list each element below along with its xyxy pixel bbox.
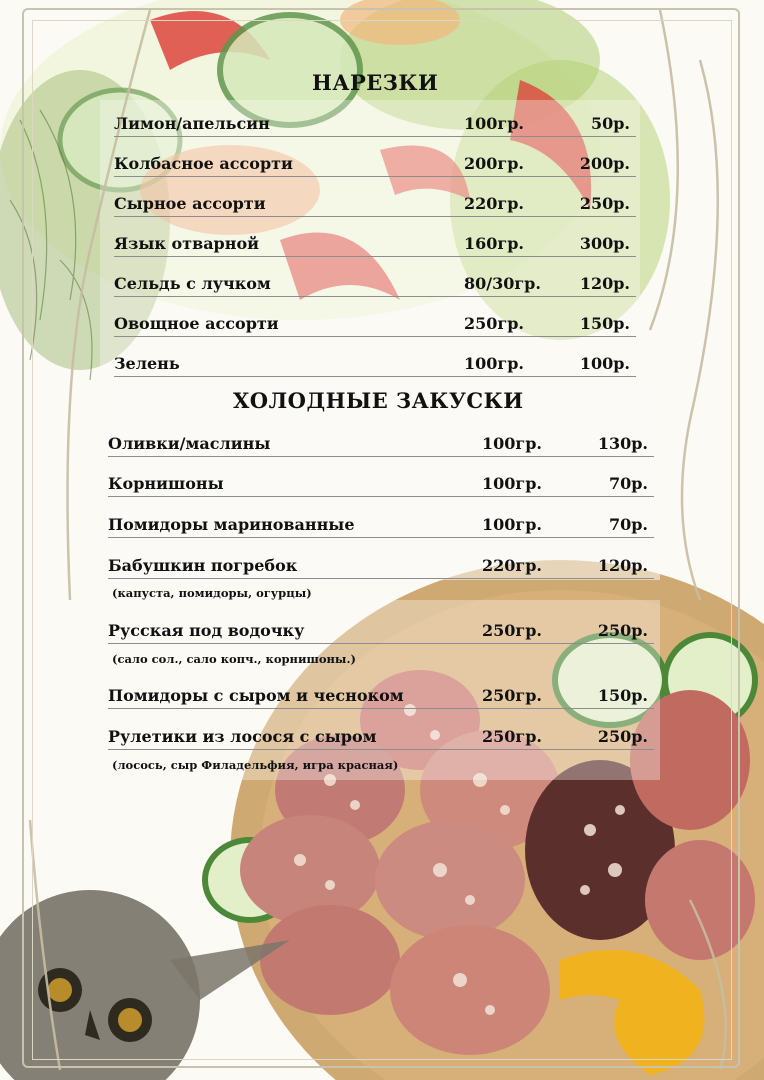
item-weight: 100гр.: [482, 474, 542, 493]
item-name: Помидоры маринованные: [108, 515, 355, 534]
menu-item: [114, 194, 636, 217]
item-name: Лимон/апельсин: [114, 114, 270, 133]
item-price: 130р.: [597, 434, 648, 453]
item-name: Помидоры с сыром и чесноком: [108, 686, 404, 705]
item-price: 200р.: [579, 154, 630, 173]
item-note: (лосось, сыр Филадельфия, игра красная): [112, 758, 399, 772]
item-name: Сельдь с лучком: [114, 274, 271, 293]
item-name: Сырное ассорти: [114, 194, 266, 213]
menu-item: [114, 274, 636, 297]
item-note: (сало сол., сало копч., корнишоны.): [112, 652, 356, 666]
item-price: 250р.: [597, 621, 648, 640]
item-weight: 220гр.: [464, 194, 524, 213]
item-price: 120р.: [579, 274, 630, 293]
item-weight: 250гр.: [482, 727, 542, 746]
item-weight: 100гр.: [482, 515, 542, 534]
menu-item: [108, 515, 654, 538]
item-price: 150р.: [579, 314, 630, 333]
item-price: 150р.: [597, 686, 648, 705]
menu-item: [114, 114, 636, 137]
item-price: 250р.: [597, 727, 648, 746]
menu-item: [108, 434, 654, 457]
menu-item: [108, 621, 654, 644]
item-price: 100р.: [579, 354, 630, 373]
item-weight: 100гр.: [464, 354, 524, 373]
item-note: (капуста, помидоры, огурцы): [112, 586, 312, 600]
item-weight: 220гр.: [482, 556, 542, 575]
item-weight: 100гр.: [482, 434, 542, 453]
item-weight: 250гр.: [464, 314, 524, 333]
item-name: Корнишоны: [108, 474, 224, 493]
item-name: Бабушкин погребок: [108, 556, 298, 575]
item-name: Овощное ассорти: [114, 314, 279, 333]
item-weight: 250гр.: [482, 621, 542, 640]
item-weight: 160гр.: [464, 234, 524, 253]
item-weight: 100гр.: [464, 114, 524, 133]
item-weight: 250гр.: [482, 686, 542, 705]
item-name: Русская под водочку: [108, 621, 305, 640]
item-name: Язык отварной: [114, 234, 259, 253]
section-title-cold-snacks: ХОЛОДНЫЕ ЗАКУСКИ: [233, 388, 524, 413]
item-price: 70р.: [608, 474, 648, 493]
menu-item: [108, 474, 654, 497]
item-price: 70р.: [608, 515, 648, 534]
menu-item: [114, 234, 636, 257]
item-price: 50р.: [590, 114, 630, 133]
item-weight: 200гр.: [464, 154, 524, 173]
menu-item: [108, 686, 654, 709]
menu-item: [114, 314, 636, 337]
menu-item: [108, 556, 654, 579]
item-price: 250р.: [579, 194, 630, 213]
item-name: Рулетики из лосося с сыром: [108, 727, 377, 746]
item-name: Зелень: [114, 354, 180, 373]
item-price: 120р.: [597, 556, 648, 575]
item-name: Оливки/маслины: [108, 434, 271, 453]
menu-item: [108, 727, 654, 750]
menu-item: [114, 354, 636, 377]
section-title-narezki: НАРЕЗКИ: [312, 70, 439, 95]
item-weight: 80/30гр.: [464, 274, 541, 293]
item-name: Колбасное ассорти: [114, 154, 293, 173]
menu-item: [114, 154, 636, 177]
item-price: 300р.: [579, 234, 630, 253]
